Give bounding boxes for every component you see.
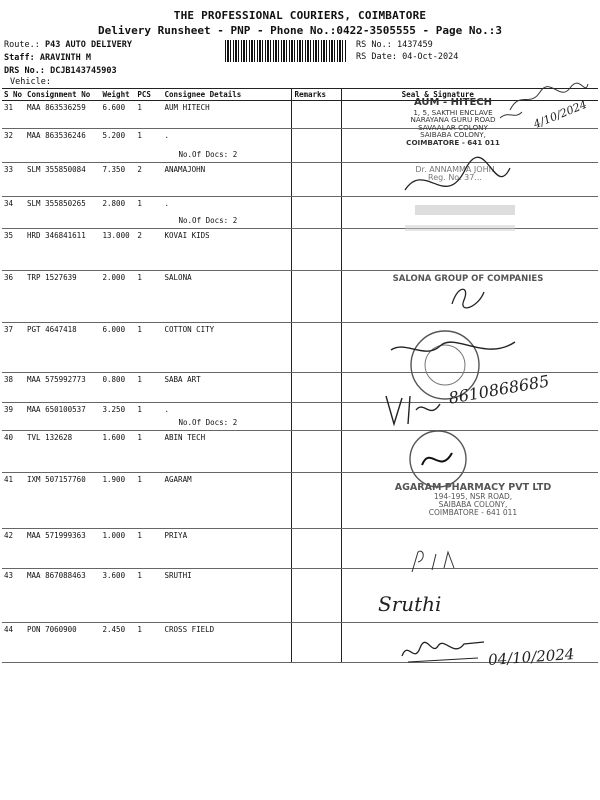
cell-consignment — [25, 271, 101, 323]
cell-consignment — [25, 623, 101, 663]
cell-pcs — [135, 229, 162, 271]
agaram-stamp-line: AGARAM PHARMACY PVT LTD — [394, 482, 552, 493]
cell-consignee — [163, 569, 292, 623]
cell-consignee-text: SALONA — [164, 273, 192, 282]
cell-consignment-text: PON 7060900 — [27, 625, 77, 634]
drs-line — [4, 66, 117, 76]
cell-remarks — [292, 323, 341, 373]
cell-sno — [2, 403, 25, 431]
cell-pcs — [135, 373, 162, 403]
cell-remarks — [292, 197, 341, 229]
aum-stamp-line: AUM - HITECH — [413, 97, 493, 108]
cell-remarks — [292, 129, 341, 163]
col-sno: S No — [2, 89, 25, 101]
agaram-stamp-line: COIMBATORE - 641 011 — [428, 507, 518, 517]
col-pcs: PCS — [135, 89, 162, 101]
cell-sno-text: 42 — [4, 531, 14, 540]
barcode — [225, 40, 347, 62]
cross-field-signature — [398, 636, 488, 666]
cell-pcs-text: 1 — [137, 531, 142, 540]
staff-value: ARAVINTH M — [39, 53, 92, 63]
table-row — [2, 529, 598, 569]
col-consignee: Consignee Details — [163, 89, 292, 101]
cell-weight-text: 2.450 — [102, 625, 126, 634]
cell-remarks — [292, 403, 341, 431]
cell-weight — [101, 163, 136, 197]
cell-consignee — [163, 431, 292, 473]
cell-seal — [341, 529, 598, 569]
cell-pcs-text: 1 — [137, 325, 142, 334]
cell-remarks — [292, 431, 341, 473]
cell-sno-text: 34 — [4, 199, 14, 208]
cell-remarks — [292, 529, 341, 569]
cell-remarks — [292, 101, 341, 129]
cell-pcs-text: 1 — [137, 375, 142, 384]
cell-weight — [101, 373, 136, 403]
cell-pcs — [135, 431, 162, 473]
sruthi-signature: Sruthi — [378, 592, 442, 616]
cell-consignee — [163, 323, 292, 373]
cell-sno-text: 43 — [4, 571, 14, 580]
cell-sno — [2, 431, 25, 473]
cell-remarks — [292, 271, 341, 323]
handwritten-date-bottom: 04/10/2024 — [487, 645, 575, 669]
cell-pcs — [135, 529, 162, 569]
col-consignment: Consignment No — [25, 89, 101, 101]
salona-stamp: SALONA GROUP OF COMPANIES — [392, 274, 544, 284]
docs-count: No.Of Docs: 2 — [178, 150, 238, 159]
cell-consignee-text: ANAMAJOHN — [164, 165, 206, 174]
cell-consignment — [25, 529, 101, 569]
cell-consignment-text: MAA 863536259 — [27, 103, 86, 112]
cell-consignee — [163, 271, 292, 323]
cell-weight-text: 6.600 — [102, 103, 126, 112]
cell-weight-text: 1.900 — [102, 475, 126, 484]
cell-consignee-text: PRIYA — [164, 531, 188, 540]
cell-weight — [101, 323, 136, 373]
cell-consignee-text: SRUTHI — [164, 571, 192, 580]
cell-weight-text: 7.350 — [102, 165, 126, 174]
cell-sno — [2, 229, 25, 271]
cell-consignee — [163, 373, 292, 403]
cell-weight — [101, 197, 136, 229]
cell-pcs-text: 1 — [137, 273, 142, 282]
pharmacy-stamp-smudge — [385, 150, 525, 250]
cell-pcs-text: 1 — [137, 571, 142, 580]
table-row — [2, 569, 598, 623]
cell-consignee-text: CROSS FIELD — [164, 625, 215, 634]
aum-stamp-line: COIMBATORE - 641 011 — [406, 137, 500, 147]
cell-remarks — [292, 373, 341, 403]
cell-pcs — [135, 473, 162, 529]
cell-consignment — [25, 163, 101, 197]
cell-consignee-text: ABIN TECH — [164, 433, 206, 442]
cell-consignee-text: COTTON CITY — [164, 325, 215, 334]
agaram-stamp — [378, 483, 568, 517]
cell-sno-text: 44 — [4, 625, 14, 634]
cell-consignee — [163, 229, 292, 271]
rs-date-label: RS Date: — [356, 52, 397, 62]
cell-pcs — [135, 323, 162, 373]
anamma-stamp-line: Dr. ANNAMMA JOHN — [415, 165, 495, 174]
cell-pcs-text: 1 — [137, 433, 142, 442]
cell-pcs-text: 1 — [137, 103, 142, 112]
cell-sno — [2, 569, 25, 623]
cell-sno-text: 31 — [4, 103, 14, 112]
cell-weight — [101, 473, 136, 529]
cell-consignee — [163, 403, 292, 431]
cell-consignment — [25, 129, 101, 163]
rs-no-value: 1437459 — [396, 40, 433, 50]
drs-label: DRS No.: — [4, 66, 45, 76]
cell-weight-text: 3.600 — [102, 571, 126, 580]
cell-consignment-text: MAA 650100537 — [27, 405, 86, 414]
cell-weight-text: 5.200 — [102, 131, 126, 140]
cell-consignee-text: AUM HITECH — [164, 103, 210, 112]
cell-pcs — [135, 163, 162, 197]
cell-remarks — [292, 623, 341, 663]
cell-consignment — [25, 101, 101, 129]
cell-pcs-text: 1 — [137, 625, 142, 634]
cell-pcs-text: 2 — [137, 165, 142, 174]
runsheet-title: Delivery Runsheet - PNP - Phone No.:0422-3505555 - Page No.:3 — [98, 24, 502, 37]
cell-sno-text: 36 — [4, 273, 14, 282]
cell-pcs — [135, 101, 162, 129]
cell-pcs — [135, 403, 162, 431]
cell-sno-text: 37 — [4, 325, 14, 334]
cell-weight — [101, 101, 136, 129]
cell-consignee — [163, 129, 292, 163]
cell-consignee — [163, 197, 292, 229]
cell-consignment-text: PGT 4647418 — [27, 325, 77, 334]
docs-count: No.Of Docs: 2 — [178, 216, 238, 225]
staff-line — [4, 53, 91, 63]
priya-signature — [408, 546, 468, 576]
cell-weight-text: 13.000 — [102, 231, 130, 240]
cell-remarks — [292, 569, 341, 623]
rs-no-line — [356, 40, 433, 50]
cell-consignee — [163, 163, 292, 197]
cell-consignee — [163, 101, 292, 129]
cell-pcs-text: 2 — [137, 231, 142, 240]
cell-consignment-text: MAA 571999363 — [27, 531, 86, 540]
route-label: Route.: — [4, 40, 40, 50]
cell-sno-text: 41 — [4, 475, 14, 484]
cell-pcs-text: 1 — [137, 131, 142, 140]
cell-pcs-text: 1 — [137, 199, 142, 208]
cell-consignment — [25, 373, 101, 403]
salona-signature — [448, 282, 488, 310]
cell-sno — [2, 623, 25, 663]
cell-pcs — [135, 197, 162, 229]
route-line — [4, 40, 132, 50]
cell-sno-text: 40 — [4, 433, 14, 442]
staff-label: Staff: — [4, 53, 35, 63]
cell-sno — [2, 473, 25, 529]
cell-remarks — [292, 163, 341, 197]
cell-consignment — [25, 229, 101, 271]
cell-consignment-text: HRD 346841611 — [27, 231, 86, 240]
cell-weight — [101, 529, 136, 569]
cell-consignee-text: SABA ART — [164, 375, 201, 384]
cell-weight-text: 3.250 — [102, 405, 126, 414]
col-remarks: Remarks — [292, 89, 341, 101]
rs-no-label: RS No.: — [356, 40, 392, 50]
cell-consignment — [25, 197, 101, 229]
cell-weight — [101, 229, 136, 271]
route-value: P43 AUTO DELIVERY — [44, 40, 132, 50]
cell-pcs-text: 1 — [137, 475, 142, 484]
cell-sno-text: 39 — [4, 405, 14, 414]
cell-consignment-text: MAA 867088463 — [27, 571, 86, 580]
aum-stamp-line: NARAYANA GURU ROAD — [410, 115, 496, 125]
cell-consignee-text: KOVAI KIDS — [164, 231, 210, 240]
cell-pcs — [135, 129, 162, 163]
cell-sno — [2, 529, 25, 569]
cell-sno — [2, 271, 25, 323]
company-title: THE PROFESSIONAL COURIERS, COIMBATORE — [173, 9, 427, 22]
cell-consignment-text: TRP 1527639 — [27, 273, 77, 282]
cell-consignment — [25, 569, 101, 623]
cell-consignee-text: AGARAM — [164, 475, 192, 484]
cell-consignment — [25, 403, 101, 431]
cell-sno-text: 38 — [4, 375, 14, 384]
cell-weight-text: 6.000 — [102, 325, 126, 334]
cell-weight-text: 0.800 — [102, 375, 126, 384]
col-weight: Weight — [101, 89, 136, 101]
cell-weight-text: 1.000 — [102, 531, 126, 540]
cell-consignment-text: SLM 355850084 — [27, 165, 86, 174]
agaram-stamp-line: SAIBABA COLONY, — [438, 499, 508, 509]
cell-consignee — [163, 623, 292, 663]
cell-sno — [2, 163, 25, 197]
cell-sno-text: 33 — [4, 165, 14, 174]
cell-sno — [2, 129, 25, 163]
rs-date-value: 04-Oct-2024 — [402, 52, 459, 62]
cell-pcs-text: 1 — [137, 405, 142, 414]
table-row — [2, 431, 598, 473]
cell-consignment — [25, 323, 101, 373]
cell-consignment — [25, 431, 101, 473]
anamma-stamp-line: Reg. No. 37... — [428, 173, 482, 183]
aum-stamp-line: 1, 5, SAKTHI ENCLAVE — [413, 107, 493, 117]
handwritten-date-top: 4/10/2024 — [531, 97, 589, 132]
cell-consignment-text: TVL 132628 — [27, 433, 73, 442]
cell-consignee — [163, 473, 292, 529]
cell-consignee — [163, 529, 292, 569]
cell-pcs — [135, 623, 162, 663]
cell-consignment — [25, 473, 101, 529]
cell-pcs — [135, 569, 162, 623]
saba-art-signature — [380, 390, 450, 430]
cell-remarks — [292, 473, 341, 529]
cell-sno — [2, 101, 25, 129]
signature-scrawl-top — [440, 80, 590, 120]
cell-weight — [101, 271, 136, 323]
cell-consignment-text: SLM 355850265 — [27, 199, 86, 208]
docs-count: No.Of Docs: 2 — [178, 418, 238, 427]
drs-value: DCJB143745903 — [50, 66, 117, 76]
vehicle-label: Vehicle: — [10, 77, 51, 87]
cell-remarks — [292, 229, 341, 271]
cell-weight — [101, 129, 136, 163]
cell-weight — [101, 403, 136, 431]
cell-weight-text: 2.800 — [102, 199, 126, 208]
cell-consignee-text: . — [164, 405, 170, 414]
cell-consignee-text: . — [164, 199, 170, 208]
aum-stamp-line: SAVAALAR COLONY — [418, 122, 488, 132]
cell-weight — [101, 569, 136, 623]
cell-weight-text: 1.600 — [102, 433, 126, 442]
cell-sno-text: 32 — [4, 131, 14, 140]
cell-weight — [101, 623, 136, 663]
cell-consignment-text: MAA 863536246 — [27, 131, 86, 140]
cell-weight-text: 2.000 — [102, 273, 126, 282]
cell-weight — [101, 431, 136, 473]
cell-consignment-text: MAA 575992773 — [27, 375, 86, 384]
cell-pcs — [135, 271, 162, 323]
agaram-stamp-line: 194-195, NSR ROAD, — [433, 491, 513, 501]
cell-sno — [2, 323, 25, 373]
cell-sno — [2, 197, 25, 229]
handwritten-phone: 8610868685 — [447, 371, 551, 408]
rs-date-line — [356, 52, 458, 62]
cell-sno — [2, 373, 25, 403]
cell-consignment-text: IXM 507157760 — [27, 475, 86, 484]
col-seal: Seal & Signature — [341, 89, 598, 101]
cell-consignee-text: . — [164, 131, 170, 140]
aum-stamp-line: SAIBABA COLONY, — [420, 130, 486, 140]
cell-sno-text: 35 — [4, 231, 14, 240]
